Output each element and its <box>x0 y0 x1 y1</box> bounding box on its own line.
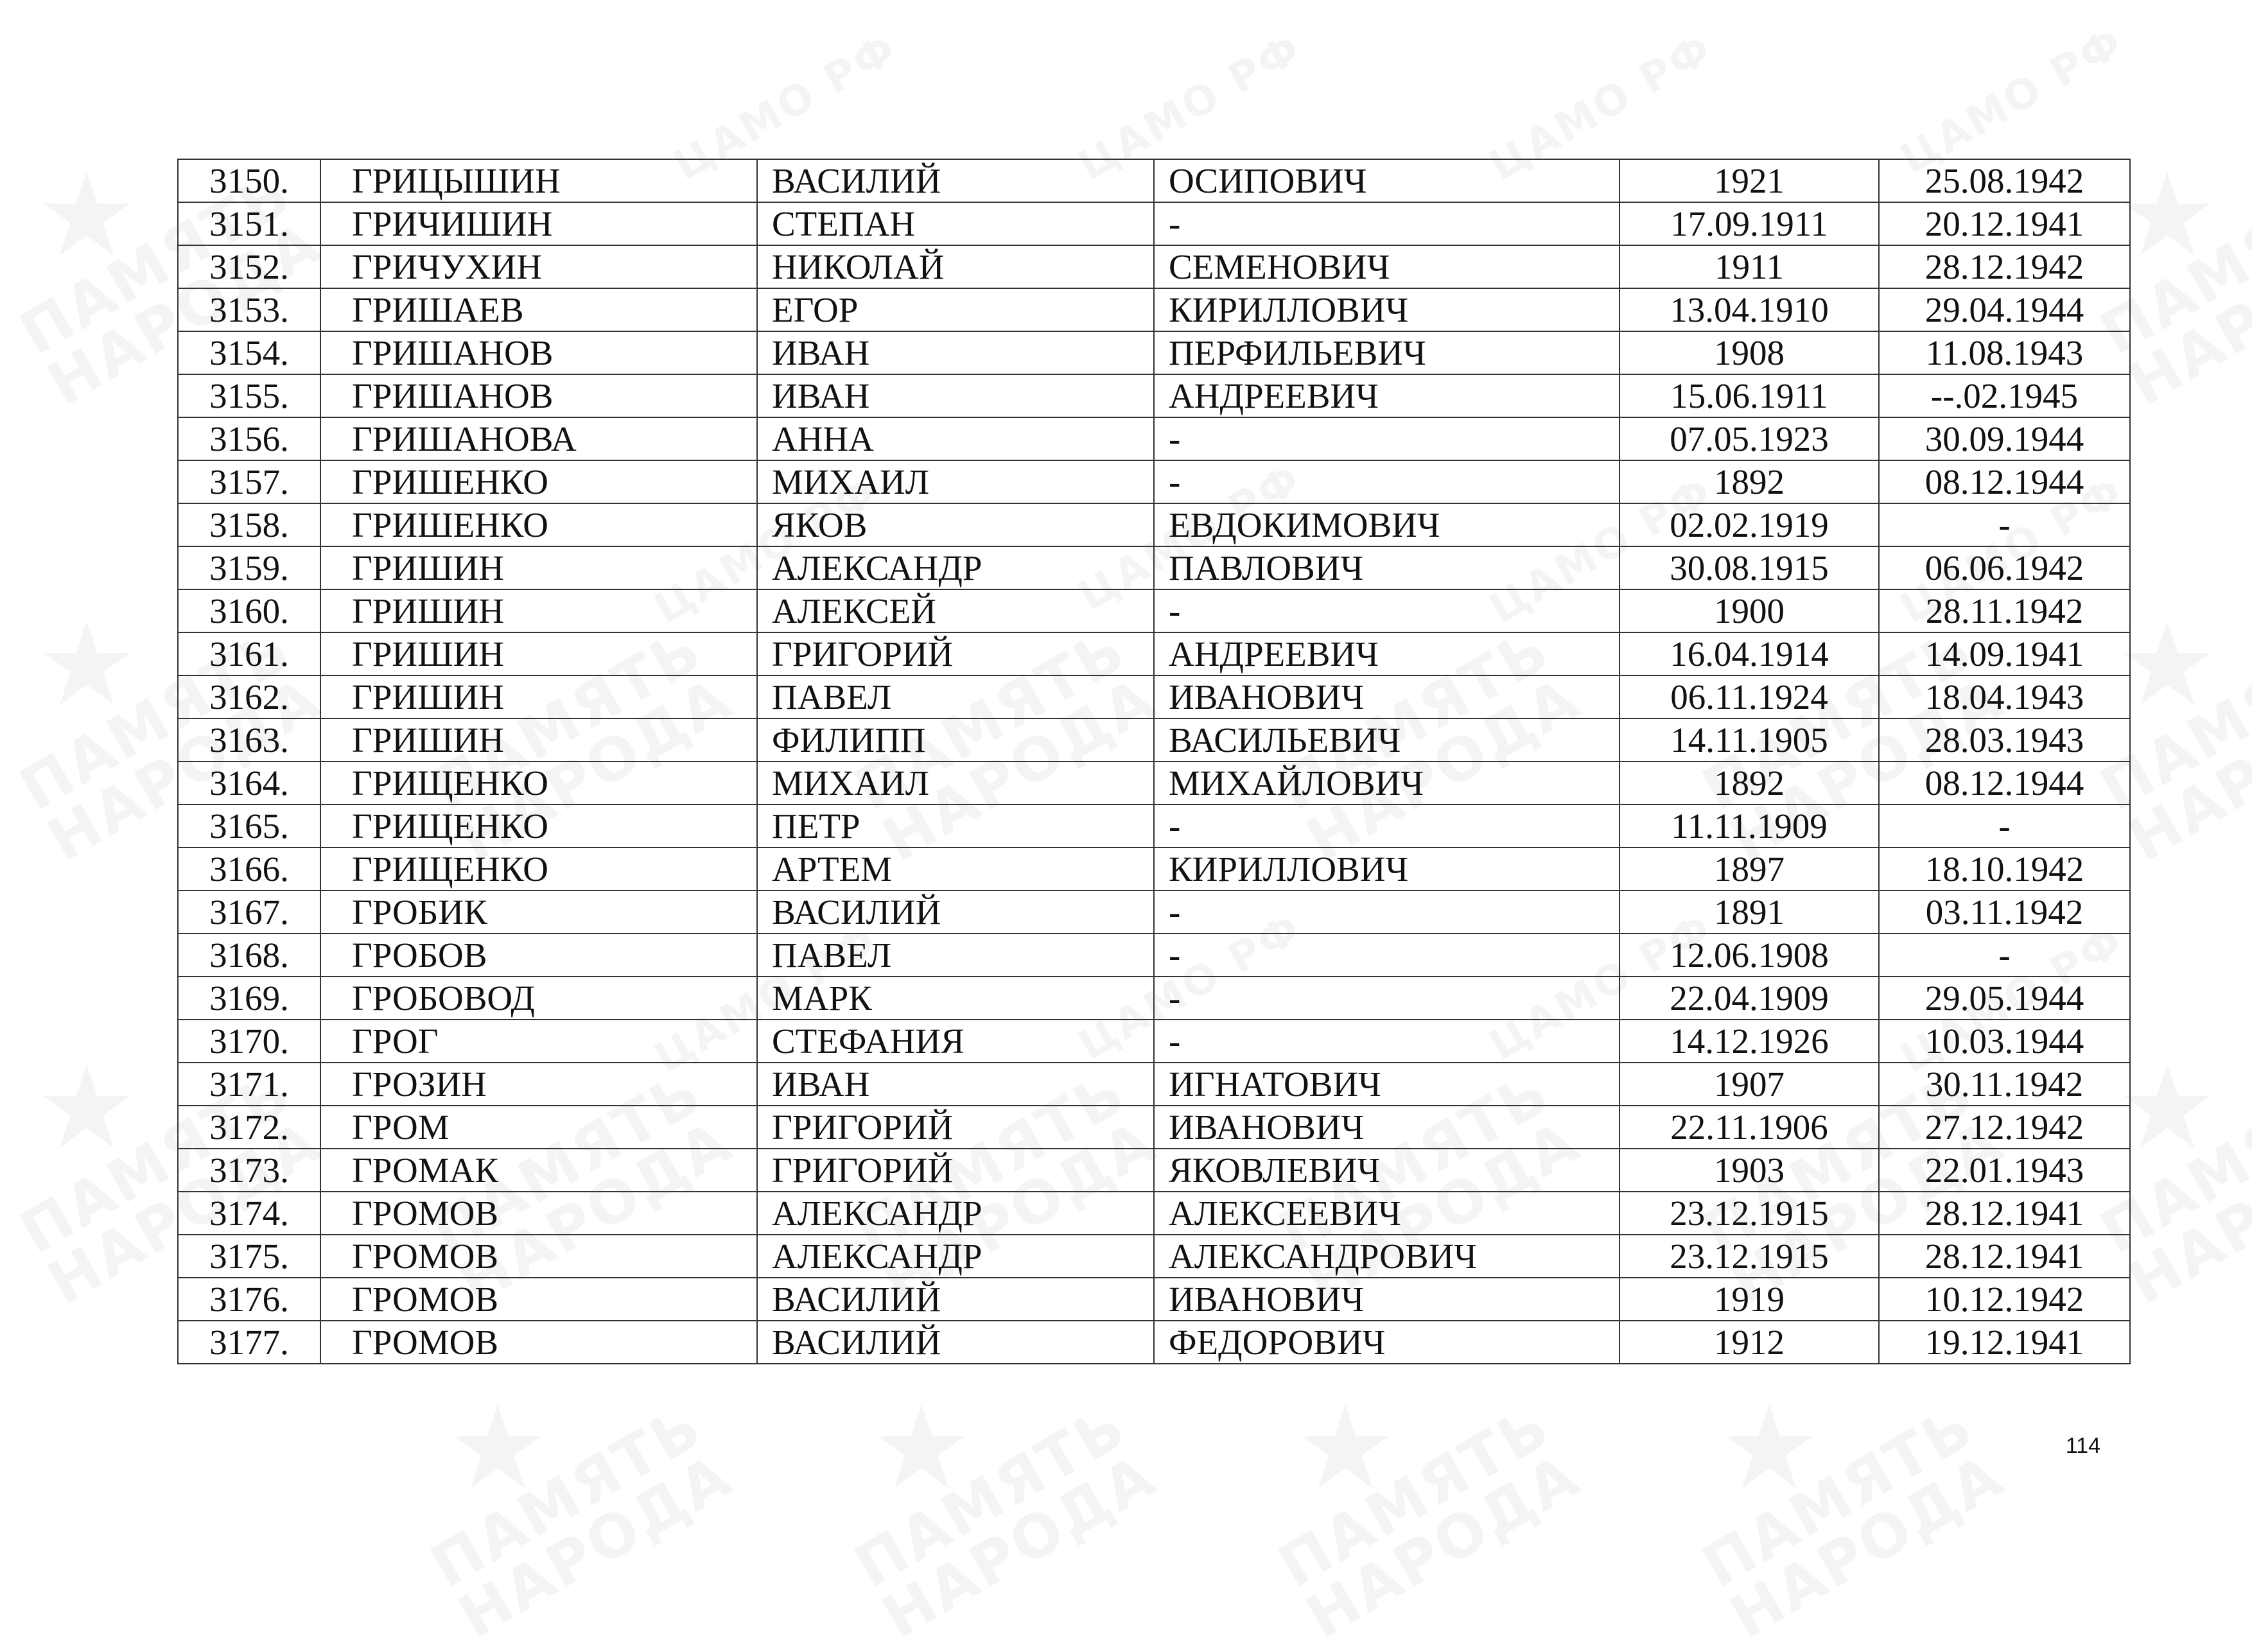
table-row <box>178 202 2130 245</box>
table-row <box>178 675 2130 718</box>
cell-first-name: ПАВЕЛ <box>757 934 1154 977</box>
cell-number: 3157. <box>178 460 320 503</box>
table-row <box>178 460 2130 503</box>
table-row <box>178 934 2130 977</box>
cell-patronymic: АЛЕКСАНДРОВИЧ <box>1154 1235 1619 1278</box>
cell-first-name: АРТЕМ <box>757 848 1154 891</box>
table-row <box>178 589 2130 632</box>
cell-death-date: 25.08.1942 <box>1879 159 2130 202</box>
cell-number: 3158. <box>178 503 320 546</box>
cell-death-date: 28.03.1943 <box>1879 718 2130 761</box>
cell-birth-date: 11.11.1909 <box>1619 804 1879 848</box>
cell-last-name: ГРИШЕНКО <box>320 503 757 546</box>
cell-patronymic: ИГНАТОВИЧ <box>1154 1063 1619 1106</box>
star-icon <box>873 1400 970 1496</box>
table-row <box>178 331 2130 374</box>
cell-first-name: ВАСИЛИЙ <box>757 159 1154 202</box>
table-row <box>178 503 2130 546</box>
cell-patronymic: ФЕДОРОВИЧ <box>1154 1321 1619 1364</box>
cell-first-name: ИВАН <box>757 374 1154 417</box>
cell-first-name: ЕГОР <box>757 288 1154 331</box>
cell-last-name: ГРОМАК <box>320 1149 757 1192</box>
cell-birth-date: 23.12.1915 <box>1619 1235 1879 1278</box>
star-icon <box>39 167 135 263</box>
cell-last-name: ГРИЩЕНКО <box>320 804 757 848</box>
cell-patronymic: СЕМЕНОВИЧ <box>1154 245 1619 288</box>
cell-first-name: АННА <box>757 417 1154 460</box>
cell-birth-date: 1908 <box>1619 331 1879 374</box>
watermark-pamyat-naroda-text <box>422 1396 742 1647</box>
cell-first-name: МИХАИЛ <box>757 460 1154 503</box>
table-row <box>178 804 2130 848</box>
cell-last-name: ГРОМОВ <box>320 1235 757 1278</box>
cell-death-date: 19.12.1941 <box>1879 1321 2130 1364</box>
star-icon <box>1297 1400 1393 1496</box>
cell-patronymic: - <box>1154 977 1619 1020</box>
cell-birth-date: 1912 <box>1619 1321 1879 1364</box>
cell-patronymic: - <box>1154 202 1619 245</box>
cell-birth-date: 14.12.1926 <box>1619 1020 1879 1063</box>
table-row <box>178 1149 2130 1192</box>
cell-death-date: 28.12.1941 <box>1879 1192 2130 1235</box>
cell-birth-date: 12.06.1908 <box>1619 934 1879 977</box>
cell-last-name: ГРИШИН <box>320 632 757 675</box>
cell-birth-date: 15.06.1911 <box>1619 374 1879 417</box>
cell-number: 3150. <box>178 159 320 202</box>
cell-patronymic: ИВАНОВИЧ <box>1154 1278 1619 1321</box>
cell-birth-date: 1911 <box>1619 245 1879 288</box>
cell-death-date: 03.11.1942 <box>1879 891 2130 934</box>
cell-patronymic: ЯКОВЛЕВИЧ <box>1154 1149 1619 1192</box>
cell-first-name: АЛЕКСАНДР <box>757 1235 1154 1278</box>
cell-first-name: МАРК <box>757 977 1154 1020</box>
cell-death-date: 22.01.1943 <box>1879 1149 2130 1192</box>
cell-birth-date: 1891 <box>1619 891 1879 934</box>
cell-number: 3152. <box>178 245 320 288</box>
cell-last-name: ГРИЧИШИН <box>320 202 757 245</box>
cell-last-name: ГРИЩЕНКО <box>320 761 757 804</box>
cell-last-name: ГРОМОВ <box>320 1278 757 1321</box>
cell-first-name: НИКОЛАЙ <box>757 245 1154 288</box>
cell-patronymic: ИВАНОВИЧ <box>1154 675 1619 718</box>
cell-birth-date: 1907 <box>1619 1063 1879 1106</box>
cell-last-name: ГРОГ <box>320 1020 757 1063</box>
table-row <box>178 1020 2130 1063</box>
cell-last-name: ГРИШИН <box>320 589 757 632</box>
cell-birth-date: 30.08.1915 <box>1619 546 1879 589</box>
star-icon <box>39 616 135 713</box>
cell-death-date: 08.12.1944 <box>1879 761 2130 804</box>
cell-death-date: 18.04.1943 <box>1879 675 2130 718</box>
cell-last-name: ГРОМОВ <box>320 1321 757 1364</box>
cell-last-name: ГРОМ <box>320 1106 757 1149</box>
cell-last-name: ГРИШИН <box>320 546 757 589</box>
table-row <box>178 288 2130 331</box>
cell-patronymic: ИВАНОВИЧ <box>1154 1106 1619 1149</box>
cell-number: 3151. <box>178 202 320 245</box>
cell-last-name: ГРИЩЕНКО <box>320 848 757 891</box>
cell-first-name: ВАСИЛИЙ <box>757 891 1154 934</box>
cell-patronymic: - <box>1154 417 1619 460</box>
cell-last-name: ГРИШАНОВ <box>320 331 757 374</box>
cell-last-name: ГРИЦЫШИН <box>320 159 757 202</box>
cell-number: 3167. <box>178 891 320 934</box>
cell-patronymic: АНДРЕЕВИЧ <box>1154 374 1619 417</box>
cell-birth-date: 1900 <box>1619 589 1879 632</box>
table-row <box>178 1063 2130 1106</box>
cell-death-date: 29.05.1944 <box>1879 977 2130 1020</box>
cell-first-name: СТЕПАН <box>757 202 1154 245</box>
cell-birth-date: 07.05.1923 <box>1619 417 1879 460</box>
cell-birth-date: 02.02.1919 <box>1619 503 1879 546</box>
cell-number: 3173. <box>178 1149 320 1192</box>
cell-last-name: ГРОБИК <box>320 891 757 934</box>
cell-death-date: 28.12.1941 <box>1879 1235 2130 1278</box>
cell-birth-date: 13.04.1910 <box>1619 288 1879 331</box>
watermark-pamyat-naroda-text <box>846 1396 1165 1647</box>
cell-first-name: ПАВЕЛ <box>757 675 1154 718</box>
cell-patronymic: АНДРЕЕВИЧ <box>1154 632 1619 675</box>
cell-birth-date: 14.11.1905 <box>1619 718 1879 761</box>
cell-last-name: ГРИШЕНКО <box>320 460 757 503</box>
cell-patronymic: - <box>1154 804 1619 848</box>
table-row <box>178 245 2130 288</box>
cell-first-name: МИХАИЛ <box>757 761 1154 804</box>
cell-first-name: АЛЕКСАНДР <box>757 1192 1154 1235</box>
cell-death-date: 30.11.1942 <box>1879 1063 2130 1106</box>
cell-first-name: ВАСИЛИЙ <box>757 1278 1154 1321</box>
table-body <box>178 159 2130 1364</box>
cell-number: 3175. <box>178 1235 320 1278</box>
table-row <box>178 1321 2130 1364</box>
watermark-pamyat-naroda-text <box>1693 1396 2013 1647</box>
cell-number: 3163. <box>178 718 320 761</box>
cell-death-date: 28.12.1942 <box>1879 245 2130 288</box>
cell-first-name: ФИЛИПП <box>757 718 1154 761</box>
page-number: 114 <box>2065 1434 2100 1458</box>
cell-first-name: АЛЕКСАНДР <box>757 546 1154 589</box>
cell-number: 3164. <box>178 761 320 804</box>
table-row <box>178 632 2130 675</box>
cell-number: 3153. <box>178 288 320 331</box>
cell-birth-date: 1919 <box>1619 1278 1879 1321</box>
cell-death-date: - <box>1879 503 2130 546</box>
cell-birth-date: 1903 <box>1619 1149 1879 1192</box>
cell-patronymic: КИРИЛЛОВИЧ <box>1154 848 1619 891</box>
cell-death-date: 08.12.1944 <box>1879 460 2130 503</box>
cell-first-name: АЛЕКСЕЙ <box>757 589 1154 632</box>
cell-birth-date: 22.04.1909 <box>1619 977 1879 1020</box>
table-row <box>178 159 2130 202</box>
cell-birth-date: 17.09.1911 <box>1619 202 1879 245</box>
table-row <box>178 718 2130 761</box>
cell-death-date: 29.04.1944 <box>1879 288 2130 331</box>
table-row <box>178 417 2130 460</box>
table-row <box>178 761 2130 804</box>
star-icon <box>1721 1400 1817 1496</box>
table-row <box>178 1278 2130 1321</box>
cell-number: 3161. <box>178 632 320 675</box>
cell-number: 3172. <box>178 1106 320 1149</box>
cell-patronymic: ПАВЛОВИЧ <box>1154 546 1619 589</box>
cell-number: 3169. <box>178 977 320 1020</box>
cell-last-name: ГРОБОВ <box>320 934 757 977</box>
cell-first-name: ИВАН <box>757 331 1154 374</box>
star-icon <box>450 1400 546 1496</box>
cell-death-date: 20.12.1941 <box>1879 202 2130 245</box>
cell-last-name: ГРОМОВ <box>320 1192 757 1235</box>
cell-patronymic: МИХАЙЛОВИЧ <box>1154 761 1619 804</box>
cell-death-date: 06.06.1942 <box>1879 546 2130 589</box>
cell-number: 3165. <box>178 804 320 848</box>
cell-patronymic: ОСИПОВИЧ <box>1154 159 1619 202</box>
cell-last-name: ГРОБОВОД <box>320 977 757 1020</box>
cell-number: 3155. <box>178 374 320 417</box>
cell-first-name: ИВАН <box>757 1063 1154 1106</box>
cell-patronymic: ПЕРФИЛЬЕВИЧ <box>1154 331 1619 374</box>
cell-last-name: ГРИЧУХИН <box>320 245 757 288</box>
table-row <box>178 374 2130 417</box>
cell-first-name: ГРИГОРИЙ <box>757 1106 1154 1149</box>
cell-patronymic: АЛЕКСЕЕВИЧ <box>1154 1192 1619 1235</box>
cell-birth-date: 23.12.1915 <box>1619 1192 1879 1235</box>
cell-birth-date: 22.11.1906 <box>1619 1106 1879 1149</box>
cell-death-date: 10.03.1944 <box>1879 1020 2130 1063</box>
table-row <box>178 1192 2130 1235</box>
cell-death-date: --.02.1945 <box>1879 374 2130 417</box>
cell-first-name: ПЕТР <box>757 804 1154 848</box>
star-icon <box>2119 616 2215 713</box>
table-row <box>178 848 2130 891</box>
cell-last-name: ГРИШАНОВА <box>320 417 757 460</box>
cell-death-date: 11.08.1943 <box>1879 331 2130 374</box>
cell-number: 3162. <box>178 675 320 718</box>
cell-birth-date: 1892 <box>1619 761 1879 804</box>
table-row <box>178 1106 2130 1149</box>
cell-last-name: ГРИШИН <box>320 675 757 718</box>
cell-death-date: 10.12.1942 <box>1879 1278 2130 1321</box>
cell-first-name: ГРИГОРИЙ <box>757 632 1154 675</box>
cell-death-date: 14.09.1941 <box>1879 632 2130 675</box>
cell-birth-date: 1921 <box>1619 159 1879 202</box>
cell-number: 3176. <box>178 1278 320 1321</box>
cell-last-name: ГРИШИН <box>320 718 757 761</box>
memorial-list-table <box>177 159 2131 1364</box>
cell-birth-date: 1897 <box>1619 848 1879 891</box>
star-icon <box>2119 167 2215 263</box>
cell-number: 3170. <box>178 1020 320 1063</box>
star-icon <box>39 1059 135 1156</box>
cell-last-name: ГРИШАНОВ <box>320 374 757 417</box>
cell-first-name: ЯКОВ <box>757 503 1154 546</box>
table-row <box>178 891 2130 934</box>
cell-last-name: ГРИШАЕВ <box>320 288 757 331</box>
table-row <box>178 977 2130 1020</box>
cell-number: 3177. <box>178 1321 320 1364</box>
cell-first-name: ГРИГОРИЙ <box>757 1149 1154 1192</box>
cell-number: 3159. <box>178 546 320 589</box>
table-row <box>178 1235 2130 1278</box>
cell-number: 3156. <box>178 417 320 460</box>
cell-number: 3166. <box>178 848 320 891</box>
cell-number: 3154. <box>178 331 320 374</box>
cell-death-date: 18.10.1942 <box>1879 848 2130 891</box>
cell-patronymic: - <box>1154 891 1619 934</box>
cell-death-date: 30.09.1944 <box>1879 417 2130 460</box>
cell-patronymic: - <box>1154 934 1619 977</box>
cell-patronymic: - <box>1154 460 1619 503</box>
cell-birth-date: 16.04.1914 <box>1619 632 1879 675</box>
cell-death-date: 28.11.1942 <box>1879 589 2130 632</box>
watermark-pamyat-naroda-text <box>1270 1396 1589 1647</box>
star-icon <box>2119 1059 2215 1156</box>
cell-death-date: - <box>1879 804 2130 848</box>
cell-patronymic: ВАСИЛЬЕВИЧ <box>1154 718 1619 761</box>
cell-death-date: 27.12.1942 <box>1879 1106 2130 1149</box>
cell-number: 3160. <box>178 589 320 632</box>
cell-number: 3168. <box>178 934 320 977</box>
cell-patronymic: ЕВДОКИМОВИЧ <box>1154 503 1619 546</box>
cell-patronymic: - <box>1154 589 1619 632</box>
cell-first-name: СТЕФАНИЯ <box>757 1020 1154 1063</box>
cell-birth-date: 1892 <box>1619 460 1879 503</box>
cell-patronymic: - <box>1154 1020 1619 1063</box>
cell-patronymic: КИРИЛЛОВИЧ <box>1154 288 1619 331</box>
cell-birth-date: 06.11.1924 <box>1619 675 1879 718</box>
cell-death-date: - <box>1879 934 2130 977</box>
table-row <box>178 546 2130 589</box>
cell-first-name: ВАСИЛИЙ <box>757 1321 1154 1364</box>
cell-number: 3171. <box>178 1063 320 1106</box>
cell-last-name: ГРОЗИН <box>320 1063 757 1106</box>
cell-number: 3174. <box>178 1192 320 1235</box>
